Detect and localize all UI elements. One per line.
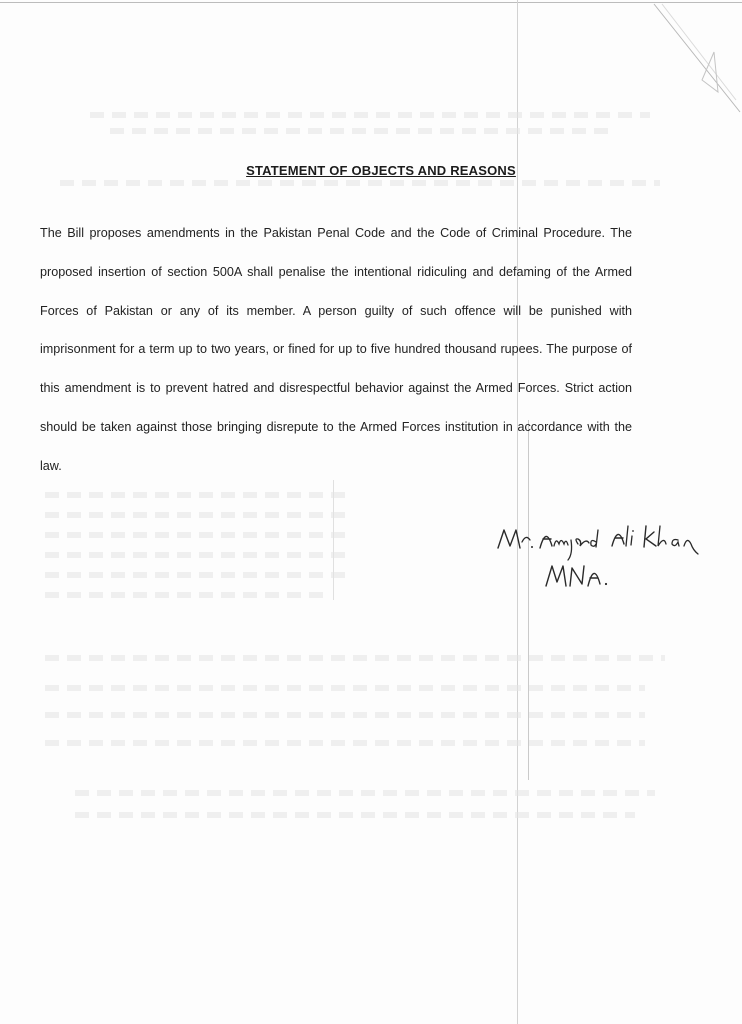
show-through-text	[45, 685, 645, 691]
page-top-edge	[0, 2, 742, 3]
show-through-line	[333, 480, 334, 600]
show-through-text	[45, 512, 345, 518]
show-through-text	[45, 712, 645, 718]
show-through-text	[75, 812, 635, 818]
show-through-text	[45, 740, 645, 746]
page-title: STATEMENT OF OBJECTS AND REASONS	[246, 163, 516, 178]
show-through-text	[45, 592, 325, 598]
show-through-text	[60, 180, 660, 186]
show-through-text	[45, 655, 665, 661]
show-through-text	[45, 552, 345, 558]
show-through-text	[110, 128, 610, 134]
statement-paragraph: The Bill proposes amendments in the Pakistan Penal Code and the Code of Criminal Procedure. The proposed insertion of section 500A shall penalise the intentional ridiculing and defaming of the Armed Forces of Pakistan or any of its member. A person guilty of such offence will be punished with imprisonment for a term up to two years, or fined for up to five hundred thousand rupees. The purpose of this amendment is to prevent hatred and disrespectful behavior against the Armed Forces. Strict action should be taken against those bringing disrepute to the Armed Forces institution in accordance with the law.	[40, 226, 632, 473]
handwritten-signature	[494, 520, 734, 600]
show-through-text	[45, 492, 345, 498]
show-through-text	[45, 532, 345, 538]
photocopy-fold-line	[517, 0, 518, 1024]
folded-corner-mark	[632, 0, 742, 120]
show-through-text	[90, 112, 650, 118]
show-through-text	[45, 572, 345, 578]
show-through-text	[75, 790, 655, 796]
